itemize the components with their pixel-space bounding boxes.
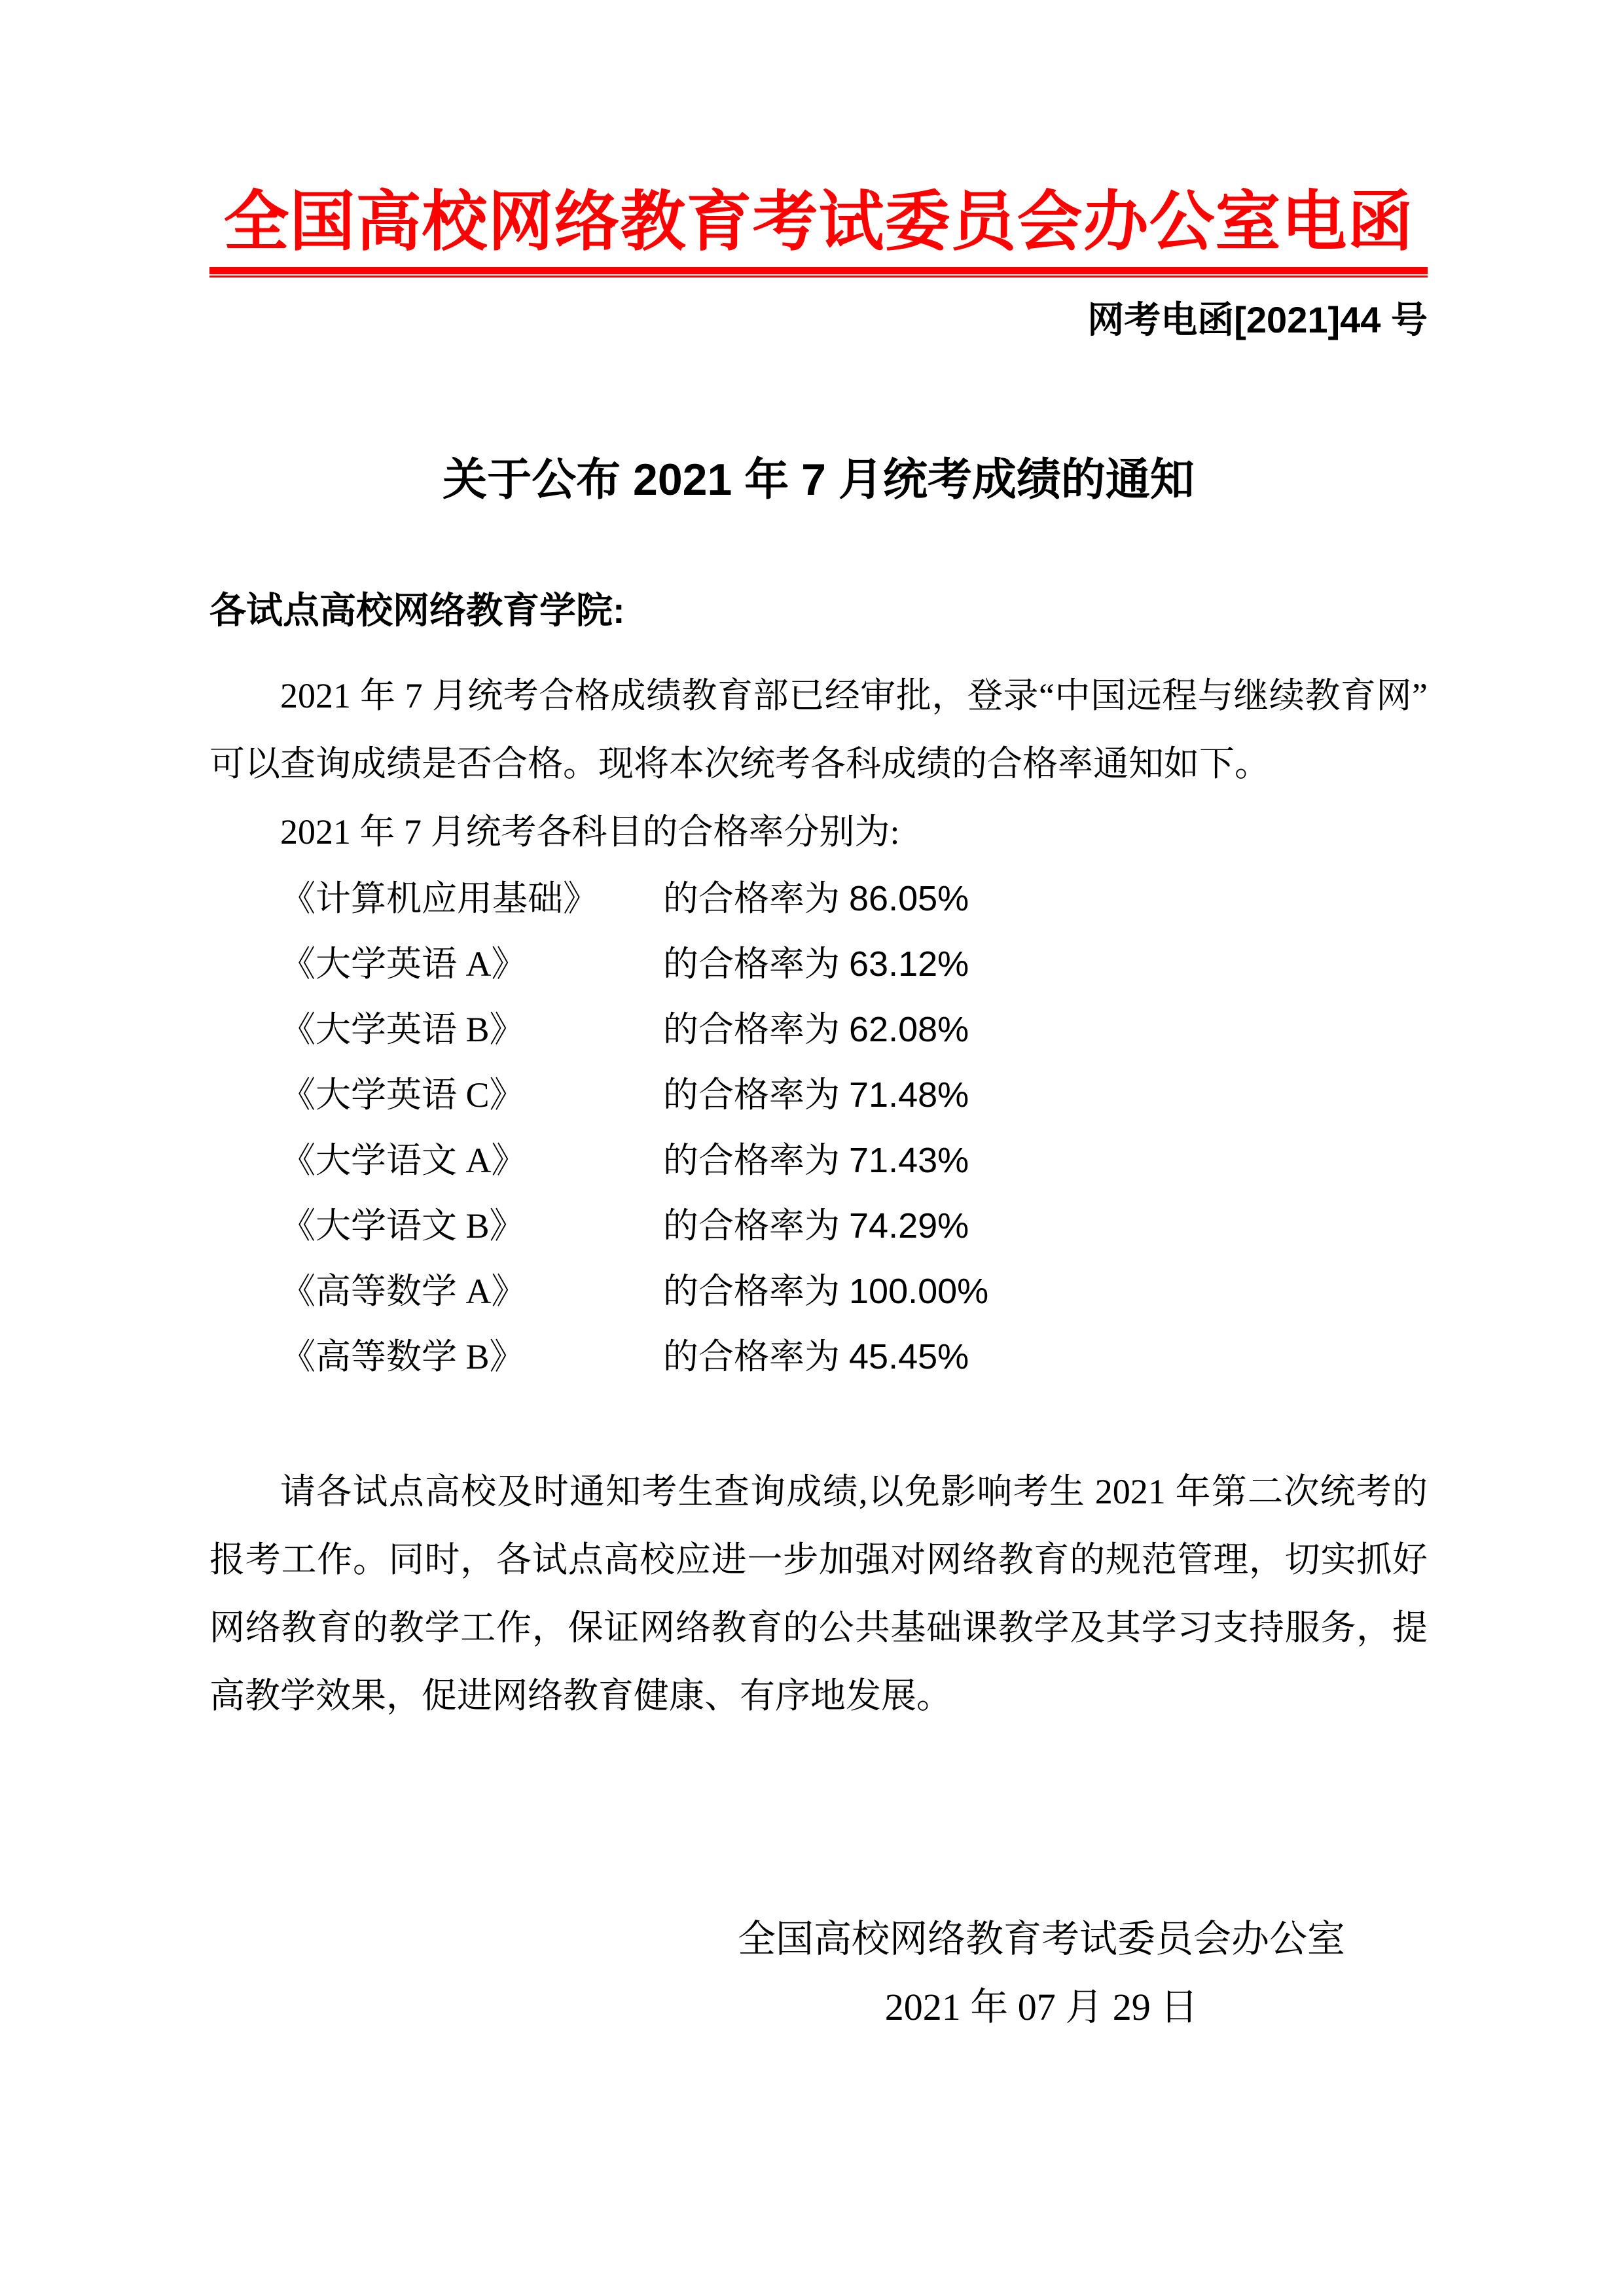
subject-name: 《大学英语 C》 [280,1075,525,1115]
signature-org: 全国高校网络教育考试委员会办公室 [737,1918,1345,1960]
rate-value: 45.45% [849,1337,969,1376]
notice-title: 关于公布 2021 年 7 月统考成绩的通知 [442,455,1195,505]
rate-value: 100.00% [849,1272,989,1311]
document-number: 网考电函[2021]44 号 [1087,299,1428,340]
rate-label: 的合格率为 [663,1337,840,1376]
pass-rate-row [209,1324,1428,1390]
rate-value: 63.12% [849,944,969,984]
pass-rate-row [209,866,1428,931]
signature-block [738,1905,1345,2041]
subject-name: 《大学英语 A》 [280,944,527,984]
letterhead-title: 全国高校网络教育考试委员会办公室电函 [223,185,1414,259]
subject-name: 《大学语文 B》 [280,1206,525,1246]
intro-paragraph: 2021 年 7 月统考合格成绩教育部已经审批，登录“中国远程与继续教育网”可以查询成绩是否合格。现将本次统考各科成绩的合格率通知如下。 [209,676,1428,783]
rate-value: 86.05% [849,879,969,918]
rate-label: 的合格率为 [663,1272,840,1311]
pass-rate-row [209,997,1428,1062]
pass-rate-row [209,931,1428,997]
subject-name: 《大学语文 A》 [280,1141,527,1180]
pass-rate-row [209,1193,1428,1259]
rate-value: 71.43% [849,1141,969,1180]
pass-rate-row [209,1062,1428,1128]
rate-value: 71.48% [849,1075,969,1115]
rate-label: 的合格率为 [663,944,840,984]
signature-date: 2021 年 07 月 29 日 [884,1986,1199,2028]
rate-label: 的合格率为 [663,1075,840,1115]
pass-rate-list-intro: 2021 年 7 月统考各科目的合格率分别为: [280,812,900,852]
rate-label: 的合格率为 [663,1141,840,1180]
subject-name: 《高等数学 A》 [280,1272,527,1311]
rate-value: 62.08% [849,1010,969,1049]
subject-name: 《大学英语 B》 [280,1010,525,1049]
pass-rate-list [209,866,1428,1390]
subject-name: 《计算机应用基础》 [280,879,598,918]
rate-label: 的合格率为 [663,1010,840,1049]
closing-paragraph: 请各试点高校及时通知考生查询成绩,以免影响考生 2021 年第二次统考的报考工作。同时，各试点高校应进一步加强对网络教育的规范管理，切实抓好网络教育的教学工作，保证网络教育的公共基础课教学及其学习支持服务，提高教学效果，促进网络教育健康、有序地发展。 [209,1472,1428,1715]
pass-rate-row [209,1259,1428,1324]
salutation: 各试点高校网络教育学院: [209,590,625,631]
letterhead-divider [209,267,1428,278]
rate-label: 的合格率为 [663,879,840,918]
rate-label: 的合格率为 [663,1206,840,1246]
pass-rate-row [209,1128,1428,1193]
rate-value: 74.29% [849,1206,969,1246]
subject-name: 《高等数学 B》 [280,1337,525,1376]
